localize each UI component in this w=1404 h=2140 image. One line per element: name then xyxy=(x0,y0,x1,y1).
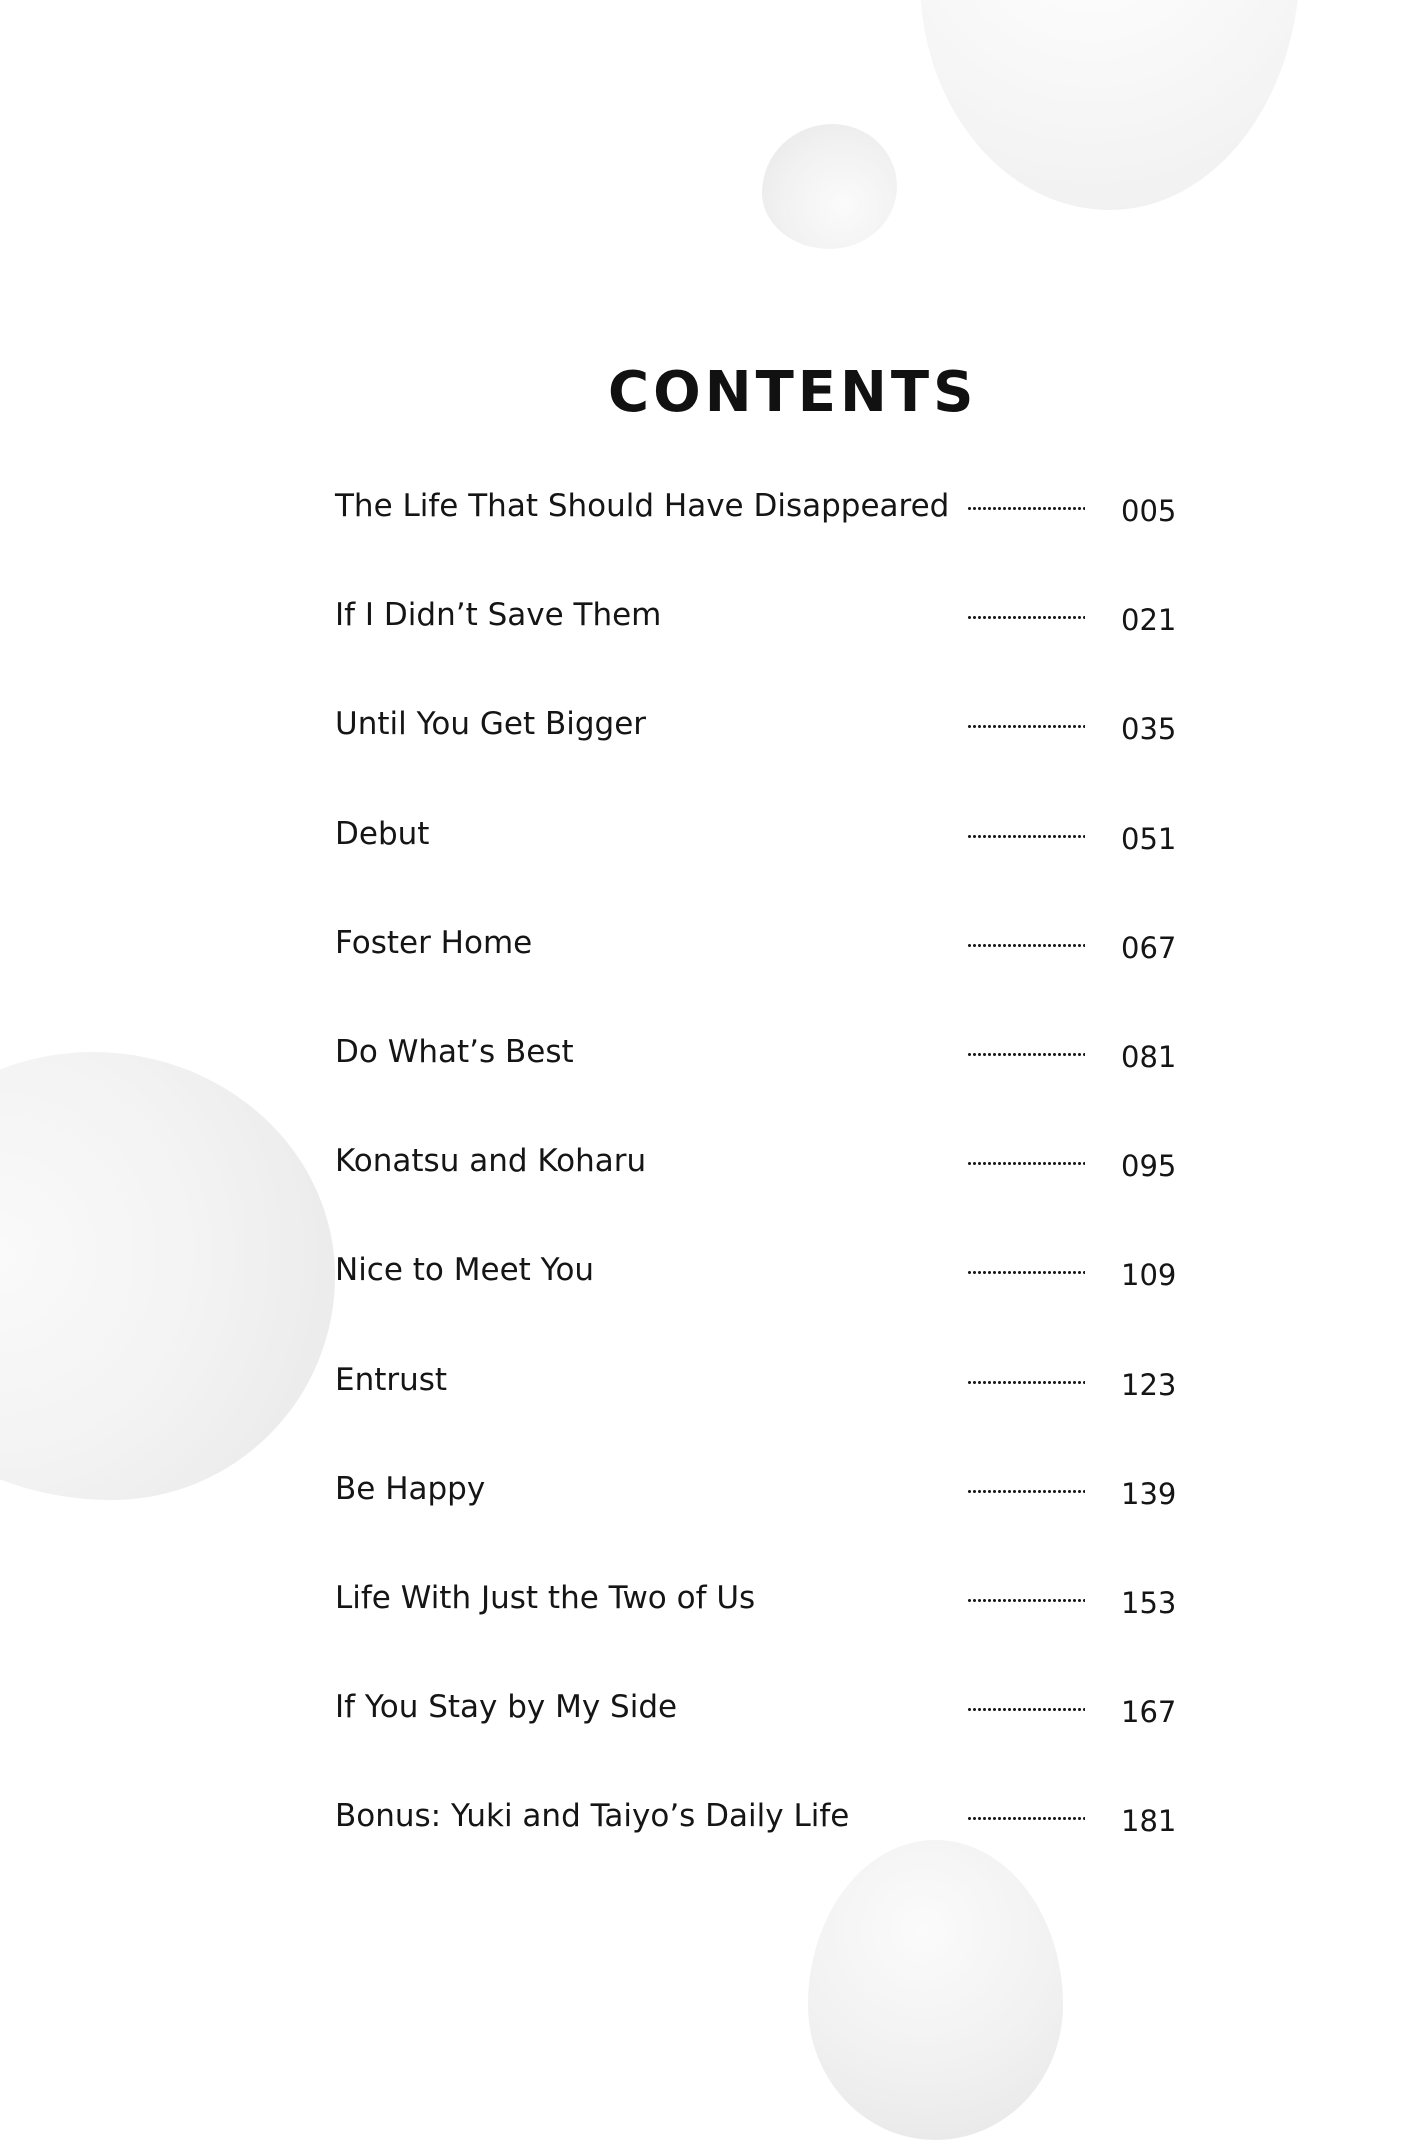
chapter-title: If You Stay by My Side xyxy=(335,1689,678,1726)
toc-entry[interactable] xyxy=(335,1340,1185,1449)
page-number: 181 xyxy=(1121,1804,1177,1839)
toc-entry[interactable] xyxy=(335,1121,1185,1230)
page-title: CONTENTS xyxy=(608,360,978,425)
toc-entry[interactable] xyxy=(335,1558,1185,1667)
toc-entry[interactable] xyxy=(335,466,1185,575)
dot-leader xyxy=(967,1053,1085,1056)
dot-leader xyxy=(967,1381,1085,1384)
toc-entry[interactable] xyxy=(335,1230,1185,1339)
dot-leader xyxy=(967,1490,1085,1493)
page-number: 167 xyxy=(1121,1695,1177,1730)
dot-leader xyxy=(967,944,1085,947)
toc-entry[interactable] xyxy=(335,1776,1185,1885)
toc-entry[interactable] xyxy=(335,794,1185,903)
dot-leader xyxy=(967,1271,1085,1274)
chapter-title: Nice to Meet You xyxy=(335,1252,595,1289)
chapter-title: The Life That Should Have Disappeared xyxy=(335,488,950,524)
page-number: 081 xyxy=(1121,1039,1177,1074)
chapter-title: Debut xyxy=(335,815,430,852)
page-number: 139 xyxy=(1121,1476,1177,1511)
table-of-contents xyxy=(335,466,1185,1885)
dot-leader xyxy=(967,507,1085,510)
dot-leader xyxy=(967,1162,1085,1165)
chapter-title: Bonus: Yuki and Taiyo’s Daily Life xyxy=(335,1798,850,1835)
dot-leader xyxy=(967,835,1085,838)
chapter-title: Foster Home xyxy=(335,924,533,961)
page-number: 095 xyxy=(1121,1149,1177,1184)
toc-entry[interactable] xyxy=(335,1667,1185,1776)
dot-leader xyxy=(967,725,1085,728)
page-number: 123 xyxy=(1121,1367,1177,1402)
toc-entry[interactable] xyxy=(335,1012,1185,1121)
chapter-title: Do What’s Best xyxy=(335,1033,574,1070)
chapter-title: Until You Get Bigger xyxy=(335,706,647,743)
toc-entry[interactable] xyxy=(335,575,1185,684)
decorative-blob-top-right xyxy=(920,0,1300,210)
chapter-title: Konatsu and Koharu xyxy=(335,1143,647,1180)
decorative-blob-left xyxy=(0,1052,335,1500)
page-number: 109 xyxy=(1121,1258,1177,1293)
page-number: 153 xyxy=(1121,1585,1177,1620)
page-number: 067 xyxy=(1121,930,1177,965)
page-number: 021 xyxy=(1121,603,1177,638)
page-number: 035 xyxy=(1121,712,1177,747)
page-number: 005 xyxy=(1121,494,1177,528)
toc-entry[interactable] xyxy=(335,684,1185,793)
chapter-title: Entrust xyxy=(335,1361,448,1398)
toc-entry[interactable] xyxy=(335,903,1185,1012)
dot-leader xyxy=(967,1708,1085,1711)
toc-entry[interactable] xyxy=(335,1449,1185,1558)
chapter-title: Life With Just the Two of Us xyxy=(335,1579,756,1616)
dot-leader xyxy=(967,1599,1085,1602)
dot-leader xyxy=(967,1817,1085,1820)
page-number: 051 xyxy=(1121,821,1177,856)
dot-leader xyxy=(967,616,1085,619)
decorative-blob-small xyxy=(762,124,897,249)
chapter-title: Be Happy xyxy=(335,1470,486,1507)
chapter-title: If I Didn’t Save Them xyxy=(335,597,662,634)
